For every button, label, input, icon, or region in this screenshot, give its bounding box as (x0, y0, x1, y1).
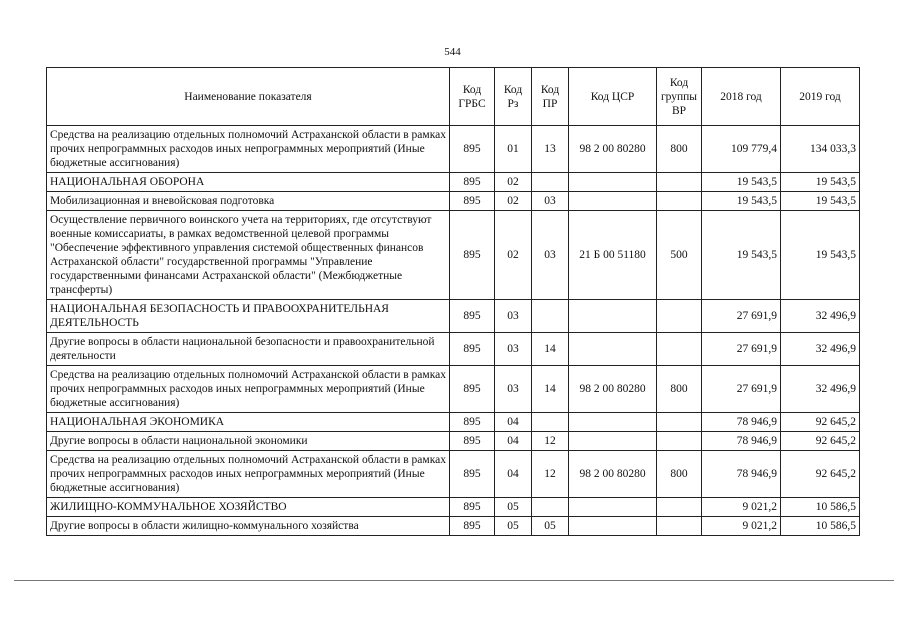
row-pr: 12 (532, 432, 569, 451)
header-csr: Код ЦСР (569, 68, 657, 126)
row-csr: 98 2 00 80280 (569, 451, 657, 498)
budget-table (46, 67, 860, 536)
row-vr (657, 300, 702, 333)
row-2018: 19 543,5 (702, 211, 781, 300)
row-name: Мобилизационная и вневойсковая подготовка (47, 192, 450, 211)
table-row (47, 517, 860, 536)
header-rz: Код Рз (495, 68, 532, 126)
row-csr (569, 517, 657, 536)
row-csr: 21 Б 00 51180 (569, 211, 657, 300)
row-csr (569, 413, 657, 432)
row-2019: 10 586,5 (781, 498, 860, 517)
row-grbs: 895 (450, 300, 495, 333)
row-grbs: 895 (450, 333, 495, 366)
row-2019: 134 033,3 (781, 126, 860, 173)
row-name: Осуществление первичного воинского учета на территориях, где отсутствуют военные комиссариаты, в рамках ведомственной целевой программы "Обеспечение эффективного управления системой общественных финансов Астраханской области" государственной программы "Управление государственными финансами Астраханской области" (Межбюджетные трансферты) (47, 211, 450, 300)
row-grbs: 895 (450, 517, 495, 536)
row-name: НАЦИОНАЛЬНАЯ БЕЗОПАСНОСТЬ И ПРАВООХРАНИТЕЛЬНАЯ ДЕЯТЕЛЬНОСТЬ (47, 300, 450, 333)
row-2019: 92 645,2 (781, 413, 860, 432)
row-vr: 800 (657, 366, 702, 413)
row-name: Средства на реализацию отдельных полномочий Астраханской области в рамках прочих непрограммных расходов иных непрограммных мероприятий (Иные бюджетные ассигнования) (47, 126, 450, 173)
row-rz: 02 (495, 192, 532, 211)
row-2019: 32 496,9 (781, 333, 860, 366)
row-vr (657, 498, 702, 517)
row-rz: 05 (495, 498, 532, 517)
table-row (47, 413, 860, 432)
row-pr (532, 300, 569, 333)
row-vr: 500 (657, 211, 702, 300)
row-csr (569, 432, 657, 451)
row-2019: 92 645,2 (781, 432, 860, 451)
row-vr (657, 173, 702, 192)
page-bottom-rule (14, 580, 894, 581)
page-number: 544 (444, 46, 461, 58)
row-csr (569, 300, 657, 333)
row-pr: 03 (532, 192, 569, 211)
row-2018: 19 543,5 (702, 192, 781, 211)
header-name: Наименование показателя (47, 68, 450, 126)
row-rz: 03 (495, 366, 532, 413)
row-rz: 03 (495, 333, 532, 366)
row-grbs: 895 (450, 498, 495, 517)
table-row (47, 498, 860, 517)
row-rz: 03 (495, 300, 532, 333)
row-vr: 800 (657, 451, 702, 498)
row-grbs: 895 (450, 211, 495, 300)
header-row (47, 68, 860, 126)
row-grbs: 895 (450, 192, 495, 211)
header-2019: 2019 год (781, 68, 860, 126)
row-name: Другие вопросы в области национальной безопасности и правоохранительной деятельности (47, 333, 450, 366)
row-2018: 19 543,5 (702, 173, 781, 192)
row-2019: 19 543,5 (781, 173, 860, 192)
row-rz: 04 (495, 451, 532, 498)
row-name: Средства на реализацию отдельных полномочий Астраханской области в рамках прочих непрограммных расходов иных непрограммных мероприятий (Иные бюджетные ассигнования) (47, 451, 450, 498)
row-2019: 19 543,5 (781, 192, 860, 211)
table-row (47, 432, 860, 451)
row-rz: 05 (495, 517, 532, 536)
row-pr (532, 413, 569, 432)
row-csr (569, 173, 657, 192)
row-vr (657, 517, 702, 536)
header-grbs: Код ГРБС (450, 68, 495, 126)
row-vr: 800 (657, 126, 702, 173)
row-vr (657, 192, 702, 211)
row-2018: 78 946,9 (702, 413, 781, 432)
header-pr: Код ПР (532, 68, 569, 126)
row-rz: 04 (495, 432, 532, 451)
row-grbs: 895 (450, 366, 495, 413)
row-grbs: 895 (450, 173, 495, 192)
row-csr (569, 192, 657, 211)
row-2018: 78 946,9 (702, 451, 781, 498)
row-pr (532, 498, 569, 517)
table-row (47, 451, 860, 498)
row-2018: 27 691,9 (702, 333, 781, 366)
row-rz: 04 (495, 413, 532, 432)
table-row (47, 333, 860, 366)
row-name: Средства на реализацию отдельных полномочий Астраханской области в рамках прочих непрограммных расходов иных непрограммных мероприятий (Иные бюджетные ассигнования) (47, 366, 450, 413)
header-vr: Код группы ВР (657, 68, 702, 126)
row-name: Другие вопросы в области жилищно-коммунального хозяйства (47, 517, 450, 536)
row-vr (657, 413, 702, 432)
row-2018: 78 946,9 (702, 432, 781, 451)
row-2018: 109 779,4 (702, 126, 781, 173)
table-row (47, 173, 860, 192)
row-csr (569, 498, 657, 517)
row-csr (569, 333, 657, 366)
row-pr: 14 (532, 366, 569, 413)
row-grbs: 895 (450, 451, 495, 498)
row-2018: 9 021,2 (702, 498, 781, 517)
table-row (47, 211, 860, 300)
row-2018: 27 691,9 (702, 366, 781, 413)
row-2018: 9 021,2 (702, 517, 781, 536)
row-rz: 01 (495, 126, 532, 173)
table-row (47, 366, 860, 413)
row-pr: 13 (532, 126, 569, 173)
row-rz: 02 (495, 211, 532, 300)
row-pr: 03 (532, 211, 569, 300)
table-row (47, 126, 860, 173)
row-2019: 32 496,9 (781, 366, 860, 413)
row-name: ЖИЛИЩНО-КОММУНАЛЬНОЕ ХОЗЯЙСТВО (47, 498, 450, 517)
row-csr: 98 2 00 80280 (569, 366, 657, 413)
row-grbs: 895 (450, 432, 495, 451)
row-2019: 32 496,9 (781, 300, 860, 333)
row-pr: 12 (532, 451, 569, 498)
table-row (47, 300, 860, 333)
table-row (47, 192, 860, 211)
row-grbs: 895 (450, 126, 495, 173)
row-grbs: 895 (450, 413, 495, 432)
row-pr: 05 (532, 517, 569, 536)
row-2019: 19 543,5 (781, 211, 860, 300)
row-name: НАЦИОНАЛЬНАЯ ОБОРОНА (47, 173, 450, 192)
header-2018: 2018 год (702, 68, 781, 126)
row-2019: 10 586,5 (781, 517, 860, 536)
row-pr: 14 (532, 333, 569, 366)
row-2019: 92 645,2 (781, 451, 860, 498)
row-csr: 98 2 00 80280 (569, 126, 657, 173)
row-name: НАЦИОНАЛЬНАЯ ЭКОНОМИКА (47, 413, 450, 432)
row-name: Другие вопросы в области национальной экономики (47, 432, 450, 451)
row-2018: 27 691,9 (702, 300, 781, 333)
row-vr (657, 432, 702, 451)
row-pr (532, 173, 569, 192)
row-vr (657, 333, 702, 366)
row-rz: 02 (495, 173, 532, 192)
